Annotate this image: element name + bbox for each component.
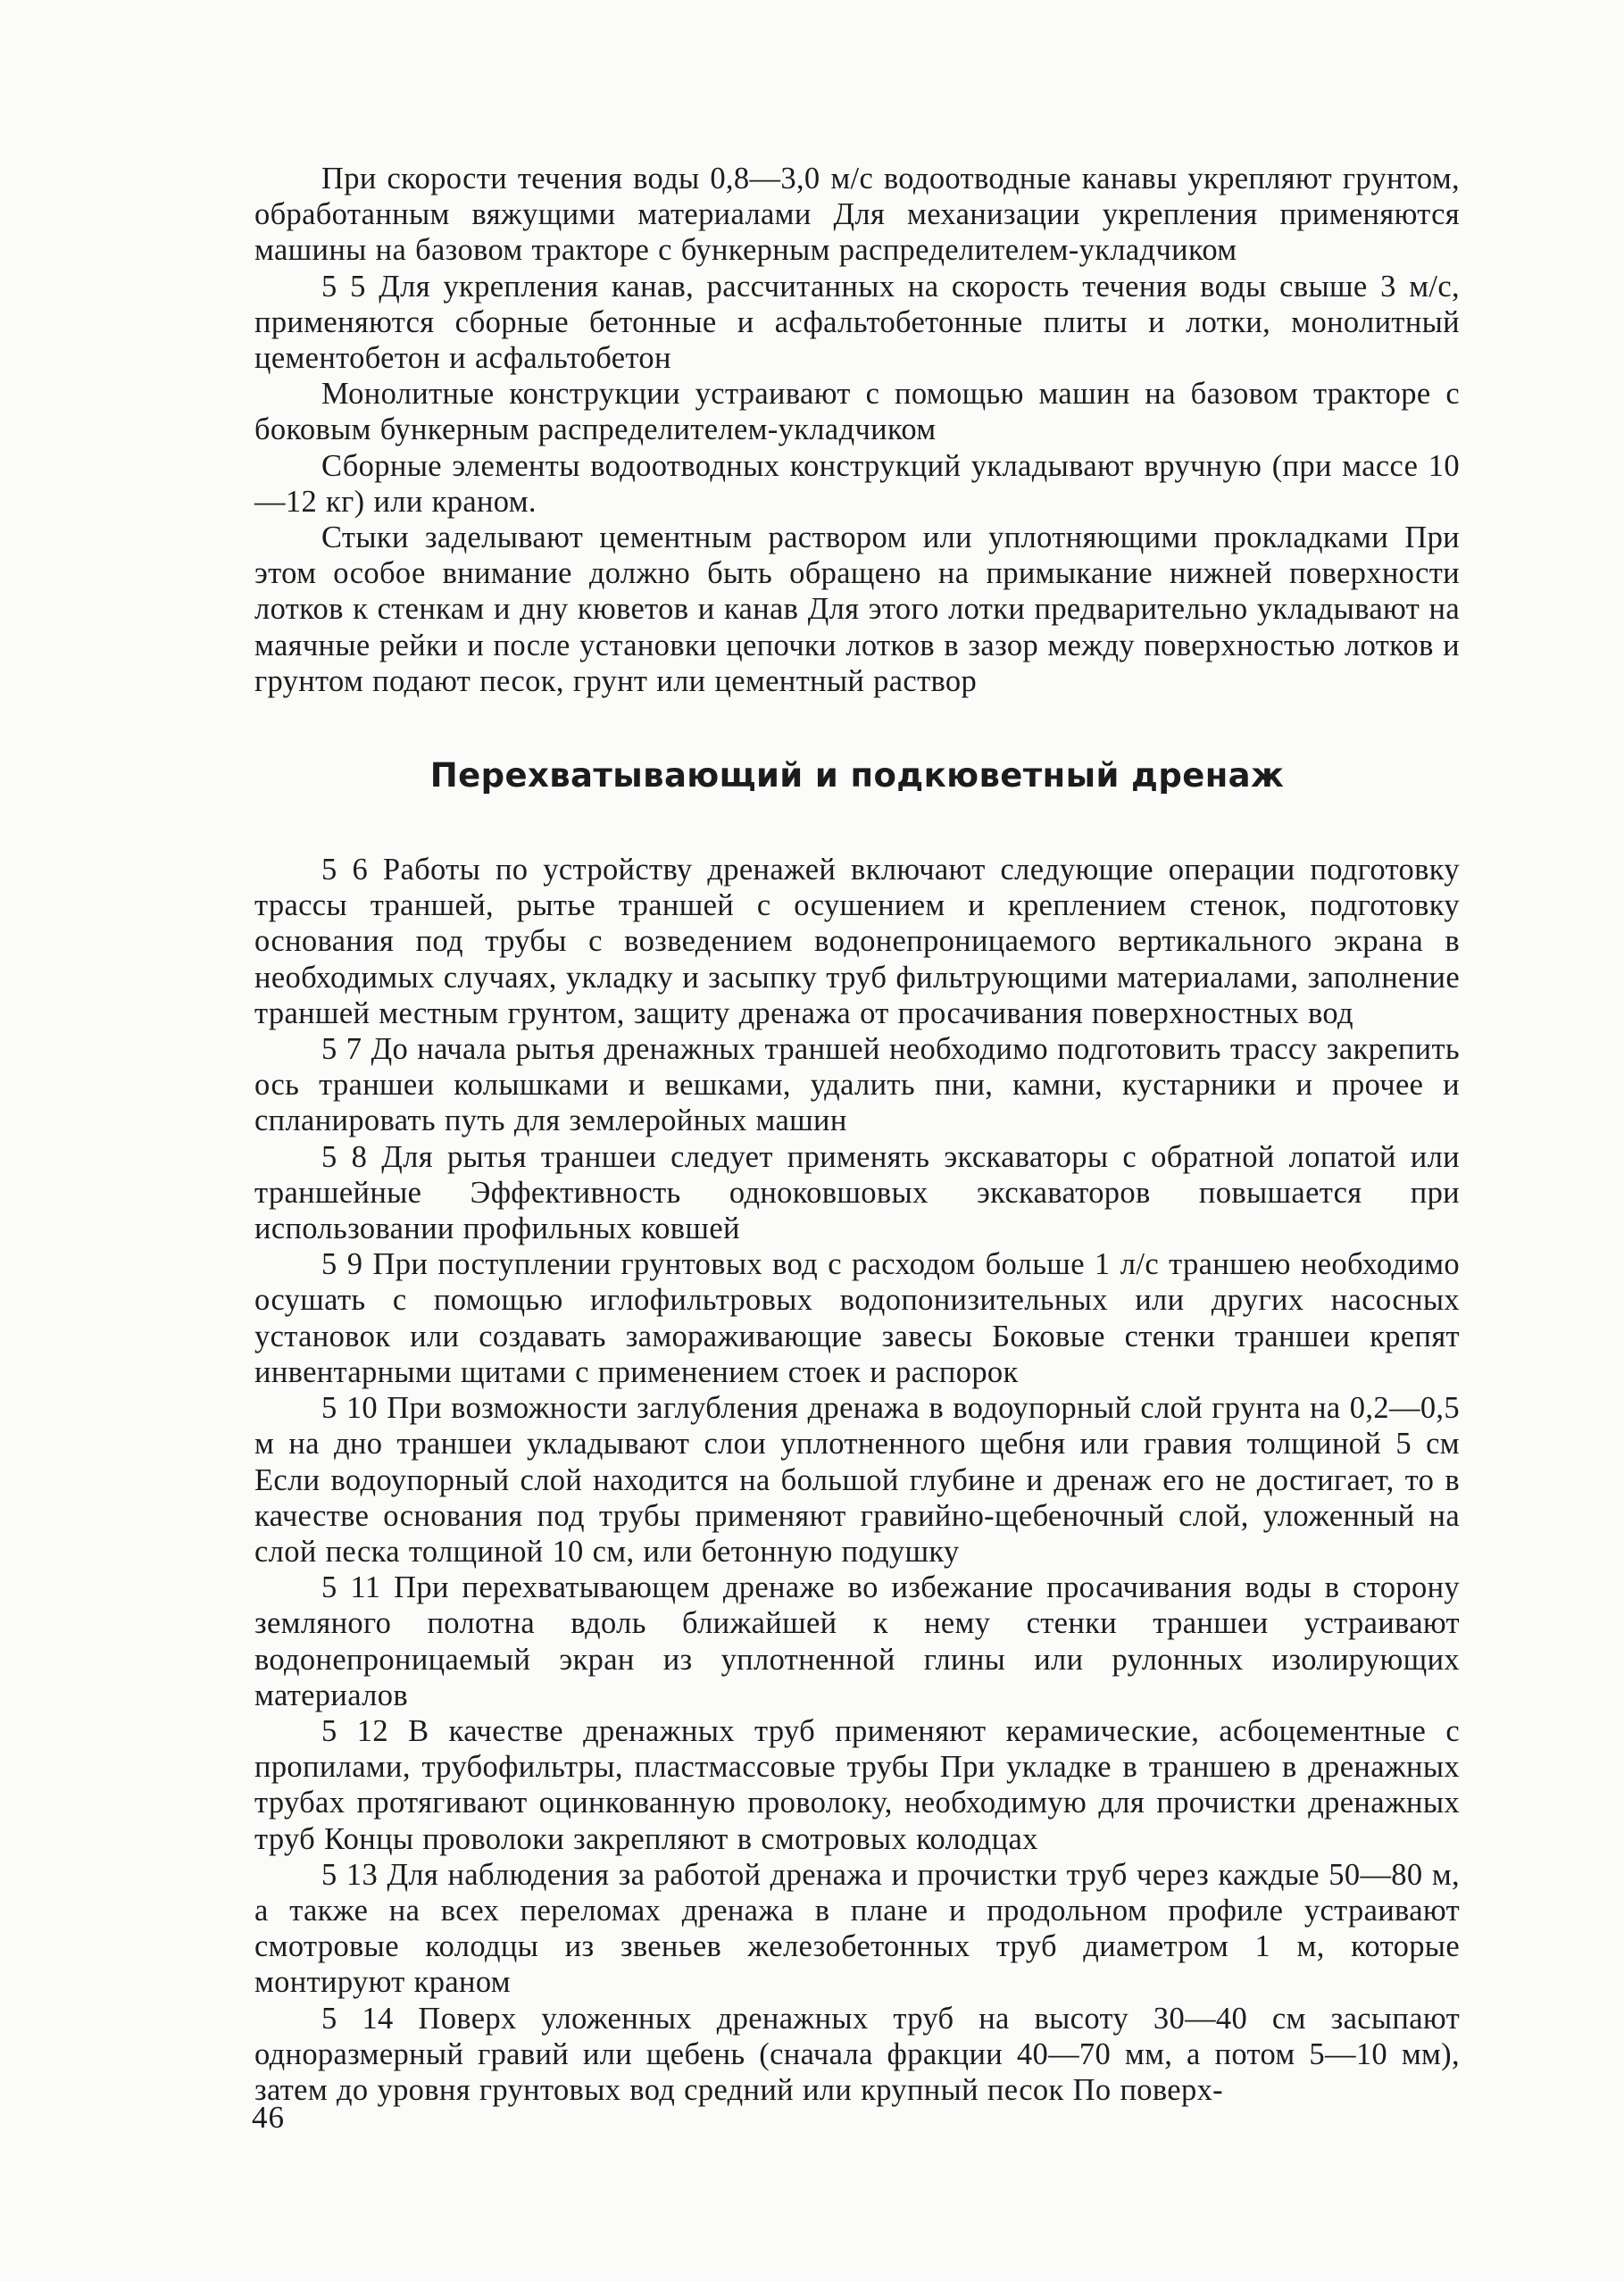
paragraph-5-5: 5 5 Для укрепления канав, рассчитанных на скорость течения воды свыше 3 м/с, применяются сборные бетонные и асфальтобетонные плиты и лотки, монолитный цементобетон и асфальтобетон bbox=[254, 269, 1460, 376]
paragraph-monolithic-structures: Монолитные конструкции устраивают с помощью машин на базовом тракторе с боковым бункерным распределителем-укладчиком bbox=[254, 377, 1460, 447]
paragraph-5-13: 5 13 Для наблюдения за работой дренажа и прочистки труб через каждые 50—80 м, а также на всех переломах дренажа в плане и продольном профиле устраивают смотровые колодцы из звеньев железобетонных труб диаметром 1 м, которые монтируют краном bbox=[254, 1857, 1460, 2000]
paragraph-5-7: 5 7 До начала рытья дренажных траншей необходимо подготовить трассу закрепить ось траншеи колышками и вешками, удалить пни, камни, кустарники и прочее и спланировать путь для землеройных машин bbox=[254, 1032, 1460, 1138]
paragraph-5-12: 5 12 В качестве дренажных труб применяют керамические, асбоцементные с пропилами, трубофильтры, пластмассовые трубы При укладке в траншею в дренажных трубах протягивают оцинкованную проволоку, необходимую для прочистки дренажных труб Концы проволоки закрепляют в смотровых колодцах bbox=[254, 1713, 1460, 1856]
paragraph-5-8: 5 8 Для рытья траншеи следует применять экскаваторы с обратной лопатой или траншейные Эффективность одноковшовых экскаваторов повышается при использовании профильных ковшей bbox=[254, 1139, 1460, 1246]
section-heading: Перехватывающий и подкюветный дренаж bbox=[429, 756, 1285, 795]
paragraph-5-14: 5 14 Поверх уложенных дренажных труб на высоту 30—40 см засыпают одноразмерный гравий или щебень (сначала фракции 40—70 мм, а потом 5—10 мм), затем до уровня грунтовых вод средний или крупный песок По поверх- bbox=[254, 2001, 1460, 2107]
paragraph-joints: Стыки заделывают цементным раствором или уплотняющими прокладками При этом особое внимание должно быть обращено на примыкание нижней поверхности лотков к стенкам и дну кюветов и канав Для этого лотки предварительно укладывают на маячные рейки и после установки цепочки лотков в зазор между поверхностью лотков и грунтом подают песок, грунт или цементный раствор bbox=[254, 521, 1460, 698]
page-number: 46 bbox=[252, 2100, 285, 2135]
paragraph-5-11: 5 11 При перехватывающем дренаже во избежание просачивания воды в сторону земляного полотна вдоль ближайшей к нему стенки траншеи устраивают водонепроницаемый экран из уплотненной глины или рулонных изолирующих материалов bbox=[254, 1570, 1460, 1712]
paragraph-5-9: 5 9 При поступлении грунтовых вод с расходом больше 1 л/с траншею необходимо осушать с помощью иглофильтровых водопонизительных или других насосных установок или создавать замораживающие завесы Боковые стенки траншеи крепят инвентарными щитами с применением стоек и распорок bbox=[254, 1247, 1460, 1389]
paragraph-5-6: 5 6 Работы по устройству дренажей включают следующие операции подготовку трассы траншей, рытье траншей с осушением и креплением стенок, подготовку основания под трубы с возведением водонепроницаемого вертикального экрана в необходимых случаях, укладку и засыпку труб фильтрующими материалами, заполнение траншей местным грунтом, защиту дренажа от просачивания поверхностных вод bbox=[254, 853, 1460, 1030]
paragraph-ditch-reinforcement-soil: При скорости течения воды 0,8—3,0 м/с водоотводные канавы укрепляют грунтом, обработанным вяжущими материалами Для механизации укрепления применяются машины на базовом тракторе с бункерным распределителем-укладчиком bbox=[254, 162, 1460, 268]
paragraph-precast-elements: Сборные элементы водоотводных конструкций укладывают вручную (при массе 10—12 кг) или краном. bbox=[254, 448, 1460, 519]
text-column bbox=[254, 161, 1460, 2108]
paragraph-5-10: 5 10 При возможности заглубления дренажа в водоупорный слой грунта на 0,2—0,5 м на дно траншеи укладывают слои уплотненного щебня или гравия толщиной 5 см Если водоупорный слой находится на большой глубине и дренаж его не достигает, то в качестве основания под трубы применяют гравийно-щебеночный слой, уложенный на слой песка толщиной 10 см, или бетонную подушку bbox=[254, 1391, 1460, 1569]
